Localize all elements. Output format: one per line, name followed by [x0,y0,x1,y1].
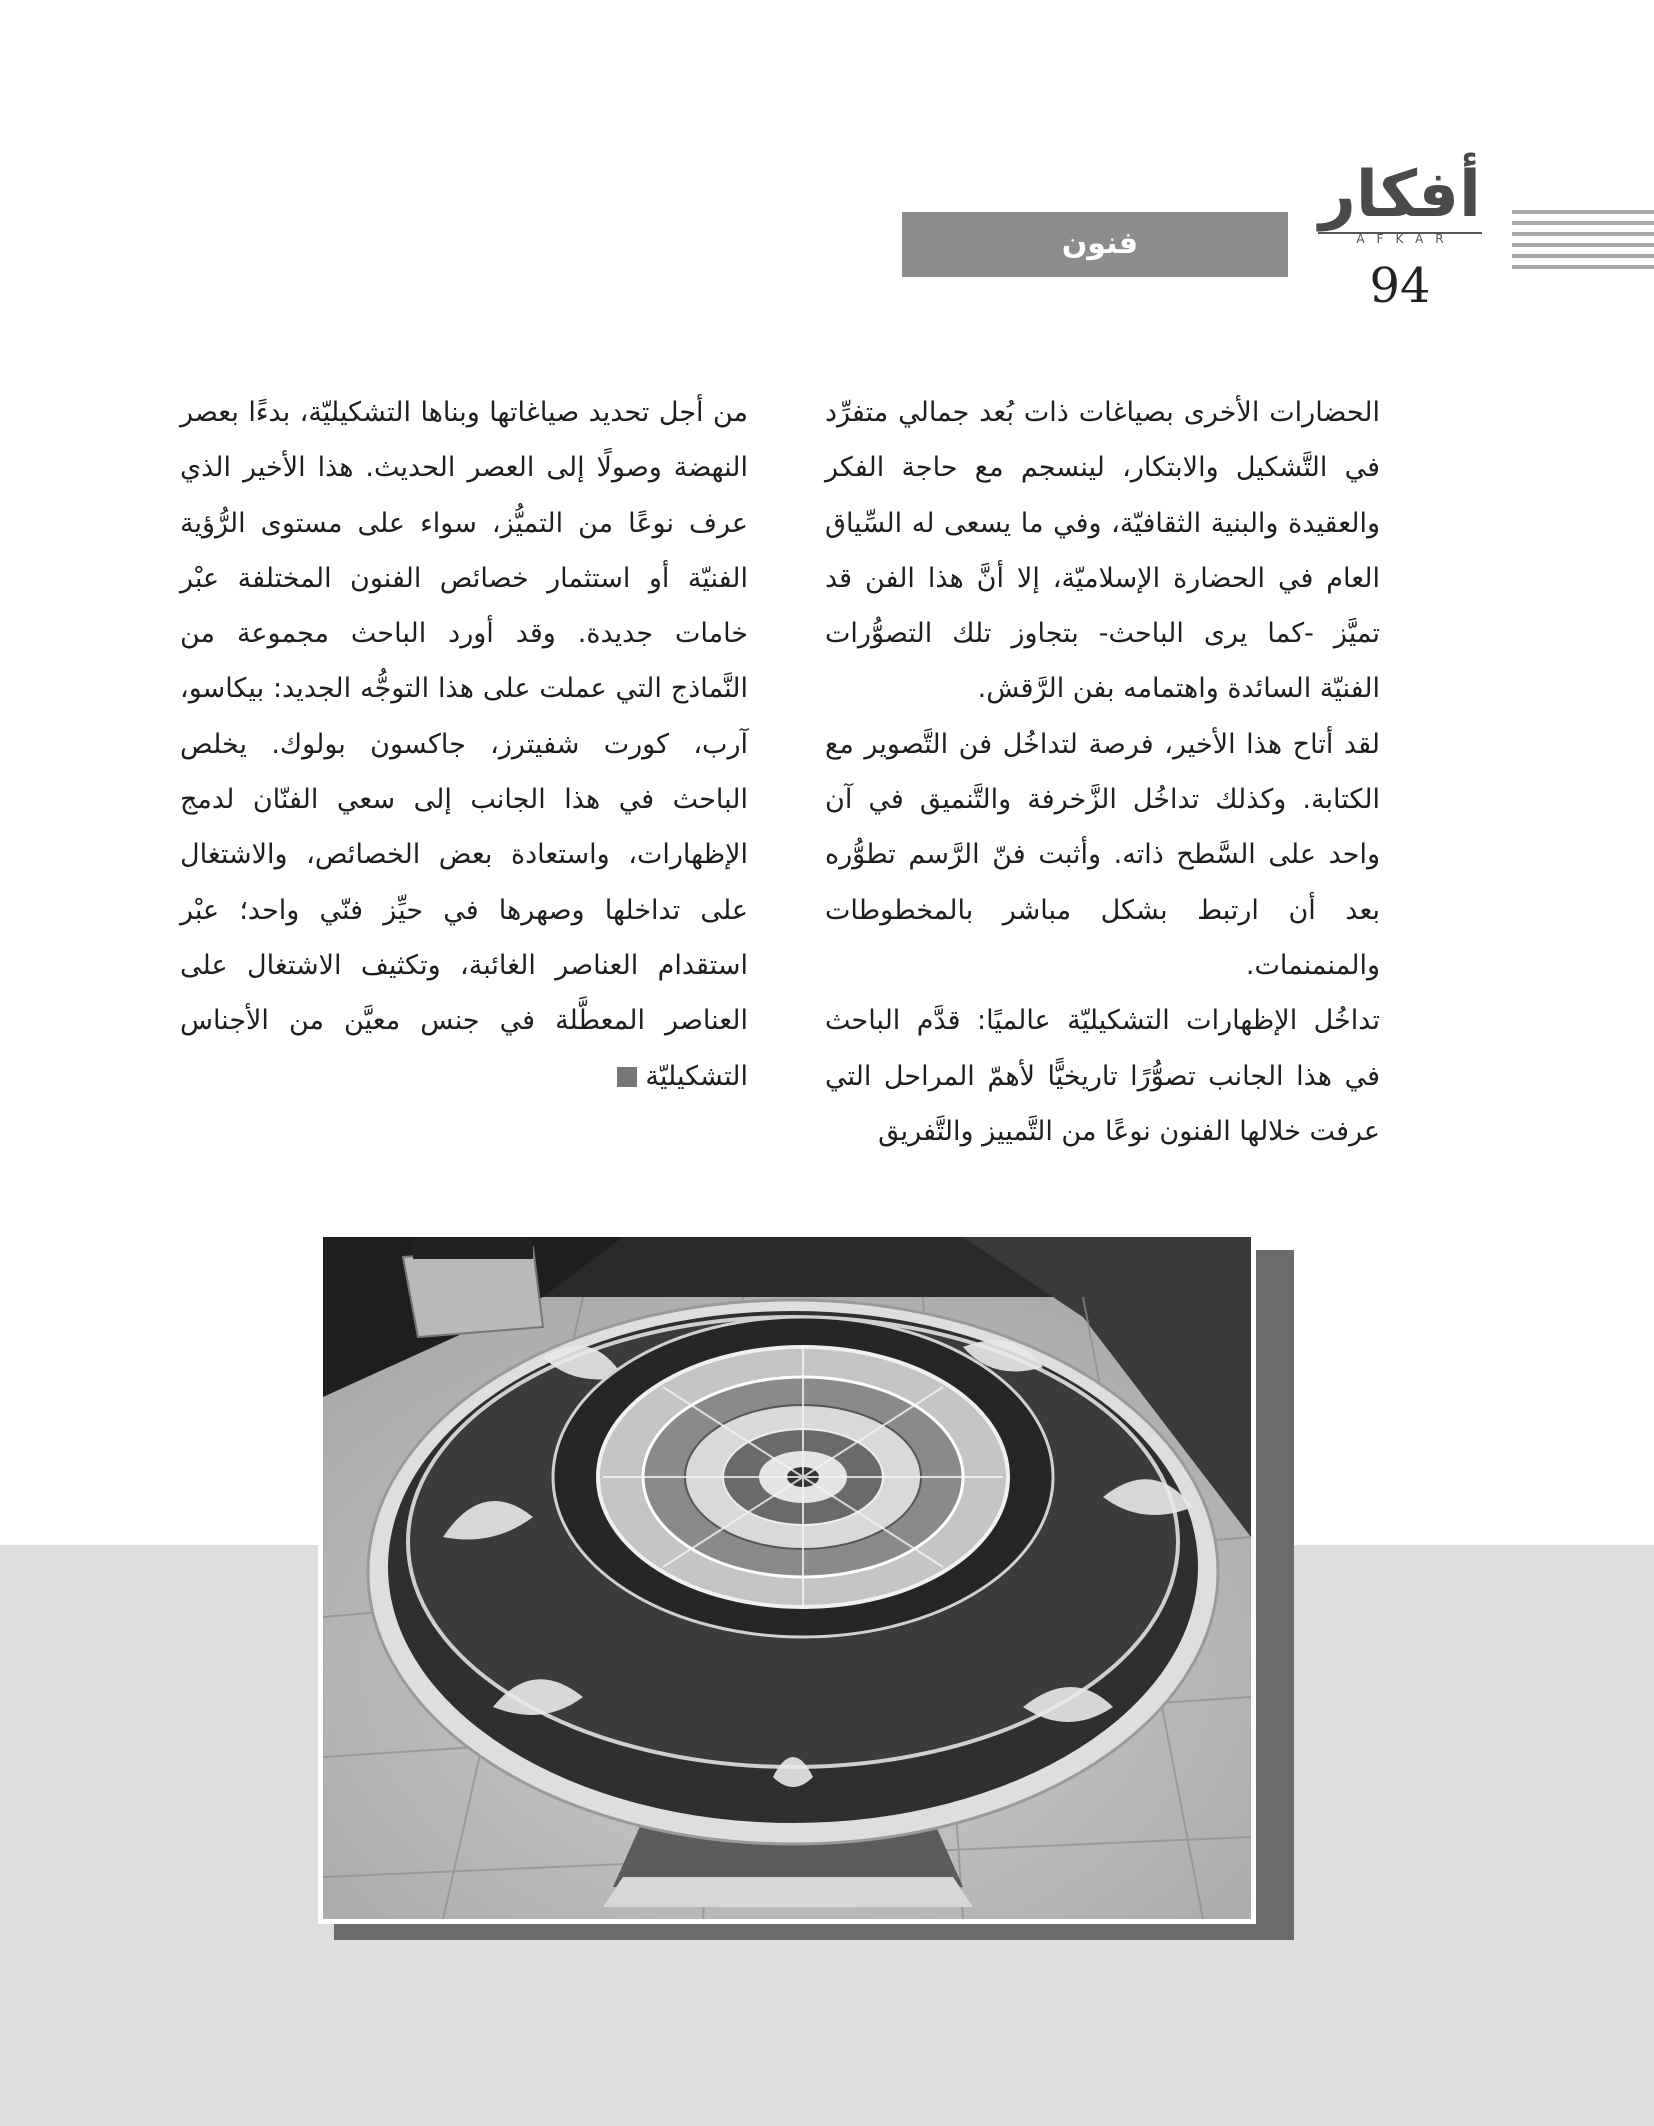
header-stripes [1512,210,1654,276]
section-label: فنون [1061,226,1138,261]
magazine-logo [1310,160,1490,250]
logo-arabic: أفكار [1319,158,1481,232]
end-of-article-mark [617,1067,637,1087]
article-photo [318,1232,1256,1924]
paragraph-text: من أجل تحديد صياغاتها وبناها التشكيليّة، بدءًا بعصر النهضة وصولًا إلى العصر الحديث. هذا الأخير الذي عرف نوعًا من التميُّز، سواء على مستوى الرُّؤية الفنيّة أو استثمار خصائص الفنون المختلفة عبْر خامات جديدة. وقد أورد الباحث مجموعة من النَّماذج التي عملت على هذا التوجُّه الجديد: بيكاسو، آرب، كورت شفيترز، جاكسون بولوك. يخلص الباحث في هذا الجانب إلى سعي الفنّان لدمج الإظهارات، واستعادة بعض الخصائص، والاشتغال على تداخلها وصهرها في حيِّز فنّي واحد؛ عبْر استقدام العناصر الغائبة، وتكثيف الاشتغال على العناصر المعطَّلة في جنس معيَّن من الأجناس التشكيليّة [180,397,748,1092]
paragraph: لقد أتاح هذا الأخير، فرصة لتداخُل فن التَّصوير مع الكتابة. وكذلك تداخُل الزَّخرفة والتَّنميق في آن واحد على السَّطح ذاته. وأثبت فنّ الرَّسم تطوُّره بعد أن ارتبط بشكل مباشر بالمخطوطات والمنمنمات. [825,728,1380,981]
paragraph: الحضارات الأخرى بصياغات ذات بُعد جمالي متفرِّد في التَّشكيل والابتكار، لينسجم مع حاجة الفكر والعقيدة والبنية الثقافيّة، وفي ما يسعى له السِّياق العام في الحضارة الإسلاميّة، إلا أنَّ هذا الفن قد تميَّز -كما يرى الباحث- بتجاوز تلك التصوُّرات الفنيّة السائدة واهتمامه بفن الرَّقش. [825,397,1380,705]
text-column-left [180,385,748,1104]
paragraph: تداخُل الإظهارات التشكيليّة عالميًا: قدَّم الباحث في هذا الجانب تصوُّرًا تاريخيًّا لأهمّ المراحل التي عرفت خلالها الفنون نوعًا من التَّمييز والتَّفريق [825,1005,1380,1147]
text-column-right [825,385,1380,1159]
section-bar [902,212,1288,277]
paragraph [180,385,748,1104]
page-number: 94 [1369,258,1431,314]
logo-latin: AFKAR [1356,232,1456,246]
mosaic-table-image [323,1237,1251,1919]
